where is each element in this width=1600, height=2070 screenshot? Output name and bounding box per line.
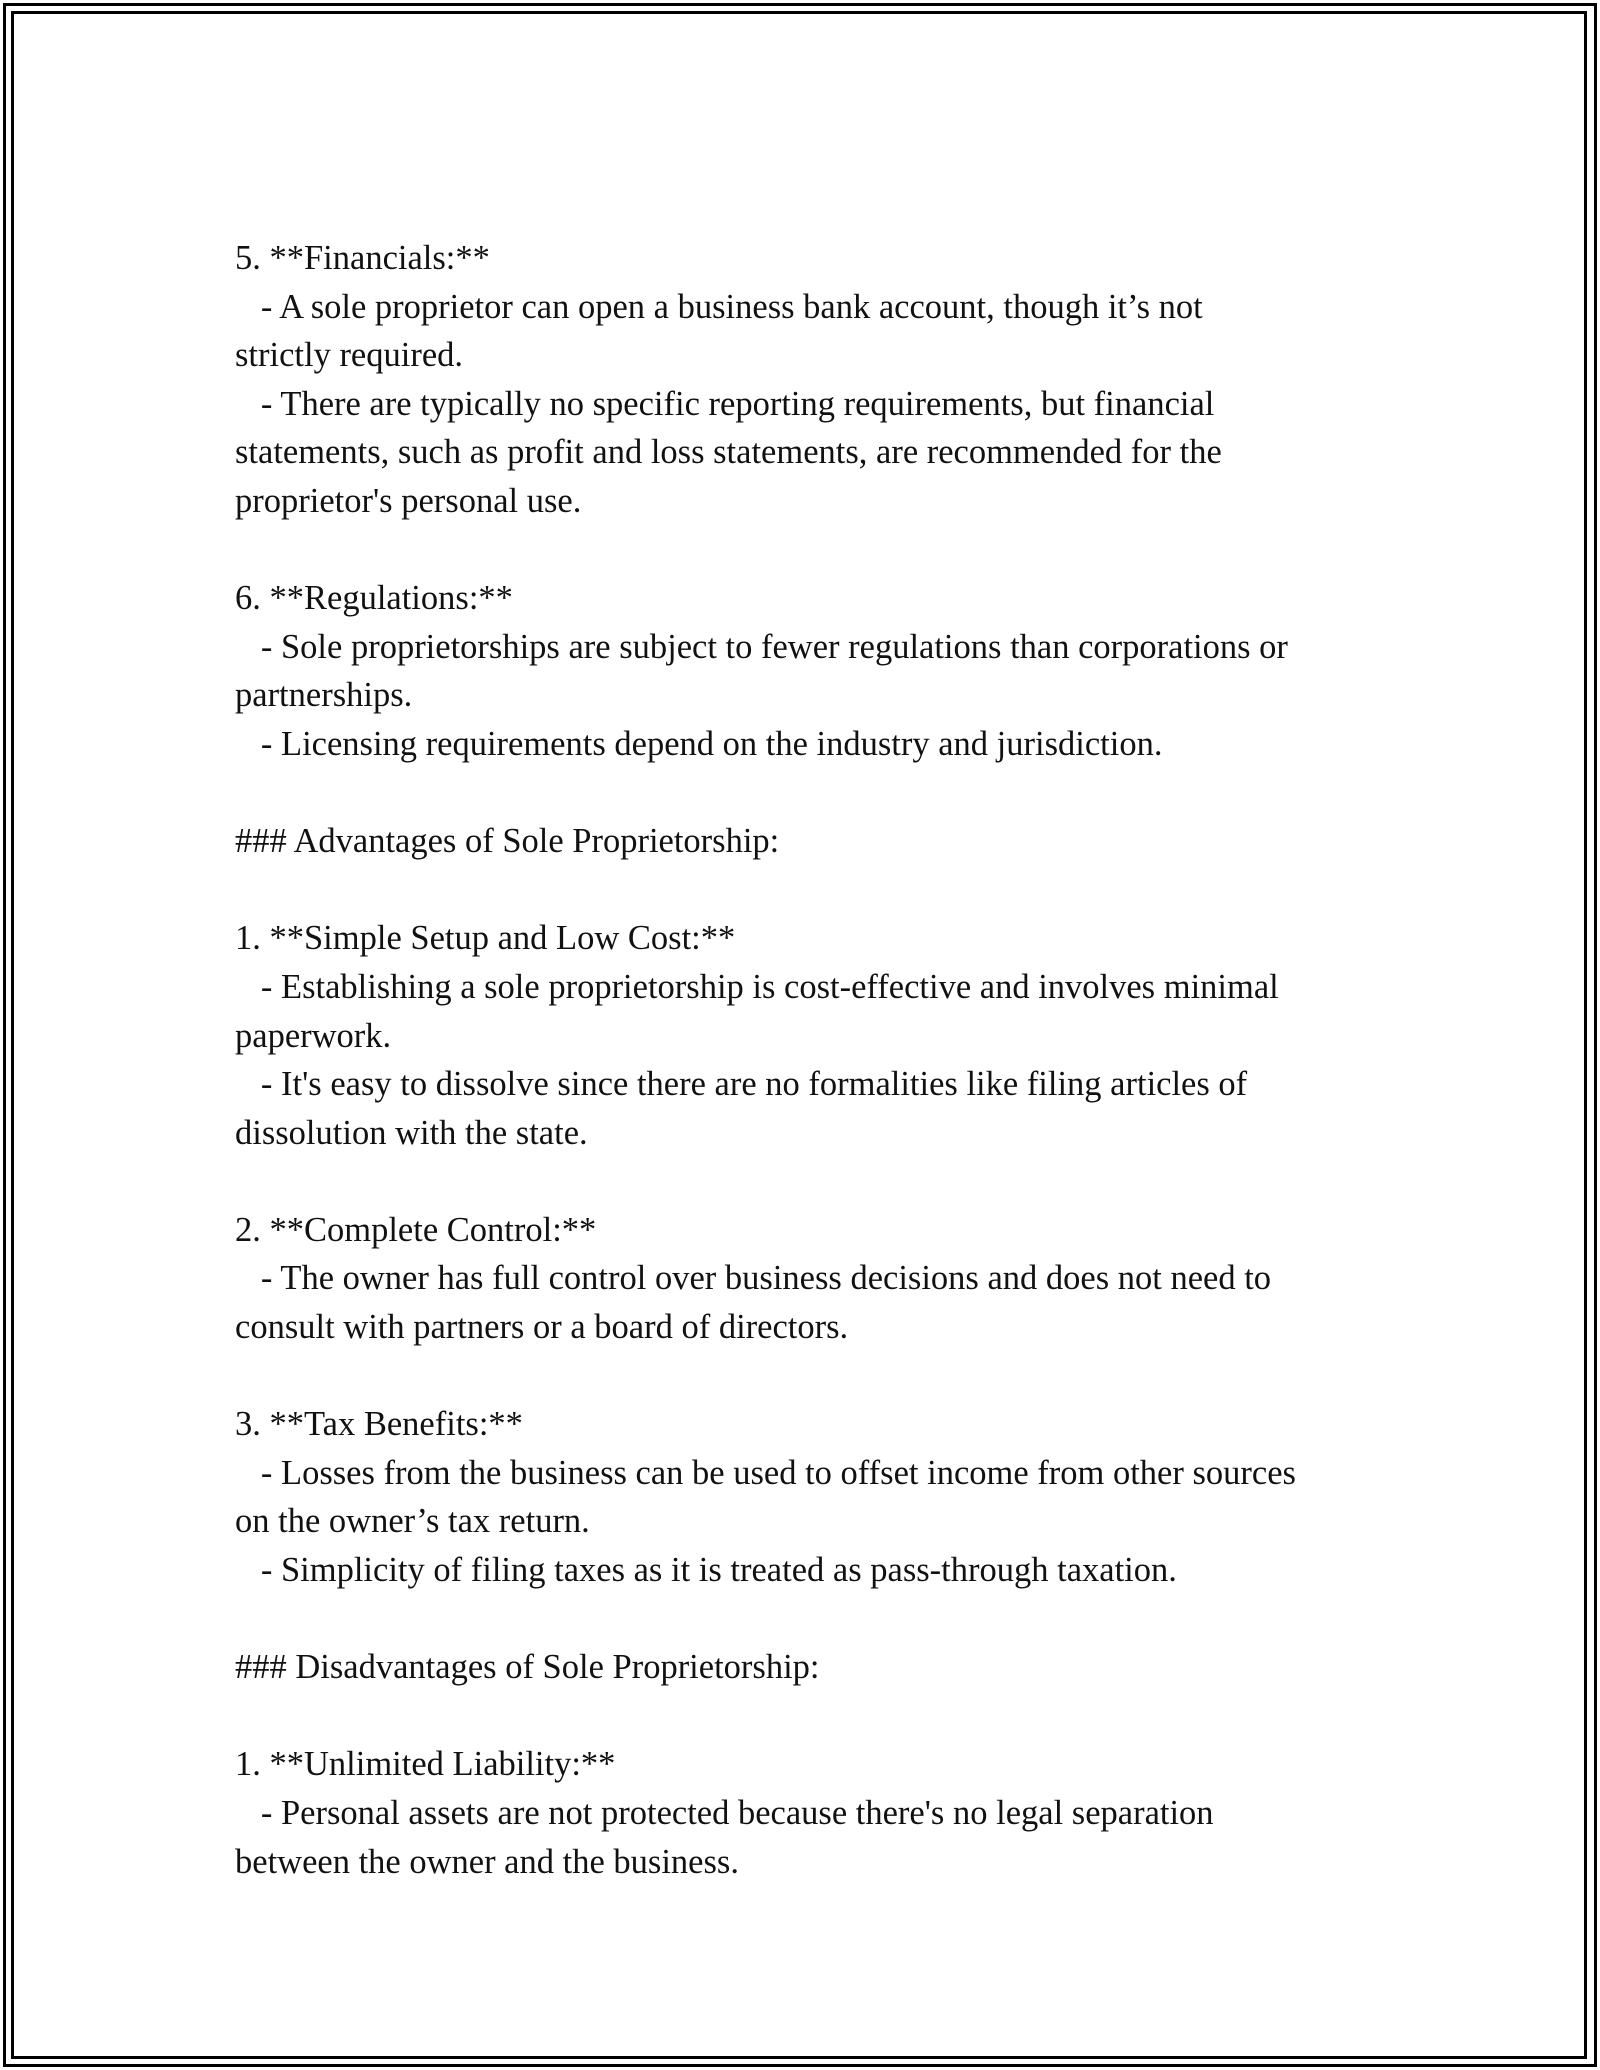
item-text: on the owner’s tax return. (235, 1502, 590, 1541)
item-heading: 1. **Unlimited Liability:** (235, 1745, 616, 1784)
section-heading: ### Disadvantages of Sole Proprietorship: (235, 1648, 820, 1687)
item-text: - It's easy to dissolve since there are no formalities like filing articles of (235, 1065, 1248, 1104)
item-text: proprietor's personal use. (235, 481, 582, 520)
section-simple-setup (235, 914, 1395, 1157)
item-text: dissolution with the state. (235, 1113, 588, 1152)
paragraph-gap (235, 1352, 1395, 1401)
section-financials (235, 234, 1395, 526)
section-tax-benefits (235, 1400, 1395, 1594)
item-text: consult with partners or a board of directors. (235, 1308, 849, 1347)
item-text: - A sole proprietor can open a business bank account, though it’s not (235, 287, 1203, 326)
item-text: strictly required. (235, 336, 464, 375)
item-text: - Establishing a sole proprietorship is cost-effective and involves minimal (235, 967, 1279, 1006)
item-text: - Losses from the business can be used to offset income from other sources (235, 1453, 1296, 1492)
section-heading: ### Advantages of Sole Proprietorship: (235, 822, 780, 861)
item-heading: 3. **Tax Benefits:** (235, 1405, 523, 1444)
paragraph-gap (235, 769, 1395, 818)
item-text: - Personal assets are not protected because there's no legal separation (235, 1794, 1214, 1832)
paragraph-gap (235, 866, 1395, 915)
section-disadvantages-heading (235, 1643, 1395, 1692)
paragraph-gap (235, 526, 1395, 575)
item-text: - There are typically no specific reporting requirements, but financial (235, 384, 1215, 423)
item-heading: 1. **Simple Setup and Low Cost:** (235, 919, 736, 958)
item-text: between the owner and the business. (235, 1842, 739, 1881)
section-advantages-heading (235, 817, 1395, 866)
document-body (235, 234, 1395, 1886)
paragraph-gap (235, 1595, 1395, 1644)
item-heading: 6. **Regulations:** (235, 579, 513, 618)
paragraph-gap (235, 1692, 1395, 1741)
item-text: - Licensing requirements depend on the industry and jurisdiction. (235, 724, 1163, 763)
paragraph-gap (235, 1157, 1395, 1206)
item-text: - The owner has full control over business decisions and does not need to (235, 1259, 1272, 1298)
item-text: partnerships. (235, 676, 413, 715)
item-text: - Sole proprietorships are subject to fewer regulations than corporations or (235, 627, 1288, 666)
section-regulations (235, 574, 1395, 768)
item-text: - Simplicity of filing taxes as it is treated as pass-through taxation. (235, 1551, 1177, 1590)
item-text: statements, such as profit and loss statements, are recommended for the (235, 433, 1222, 472)
item-heading: 2. **Complete Control:** (235, 1210, 597, 1249)
section-unlimited-liability (235, 1740, 1395, 1886)
item-heading: 5. **Financials:** (235, 239, 490, 277)
section-complete-control (235, 1206, 1395, 1352)
item-text: paperwork. (235, 1016, 392, 1055)
